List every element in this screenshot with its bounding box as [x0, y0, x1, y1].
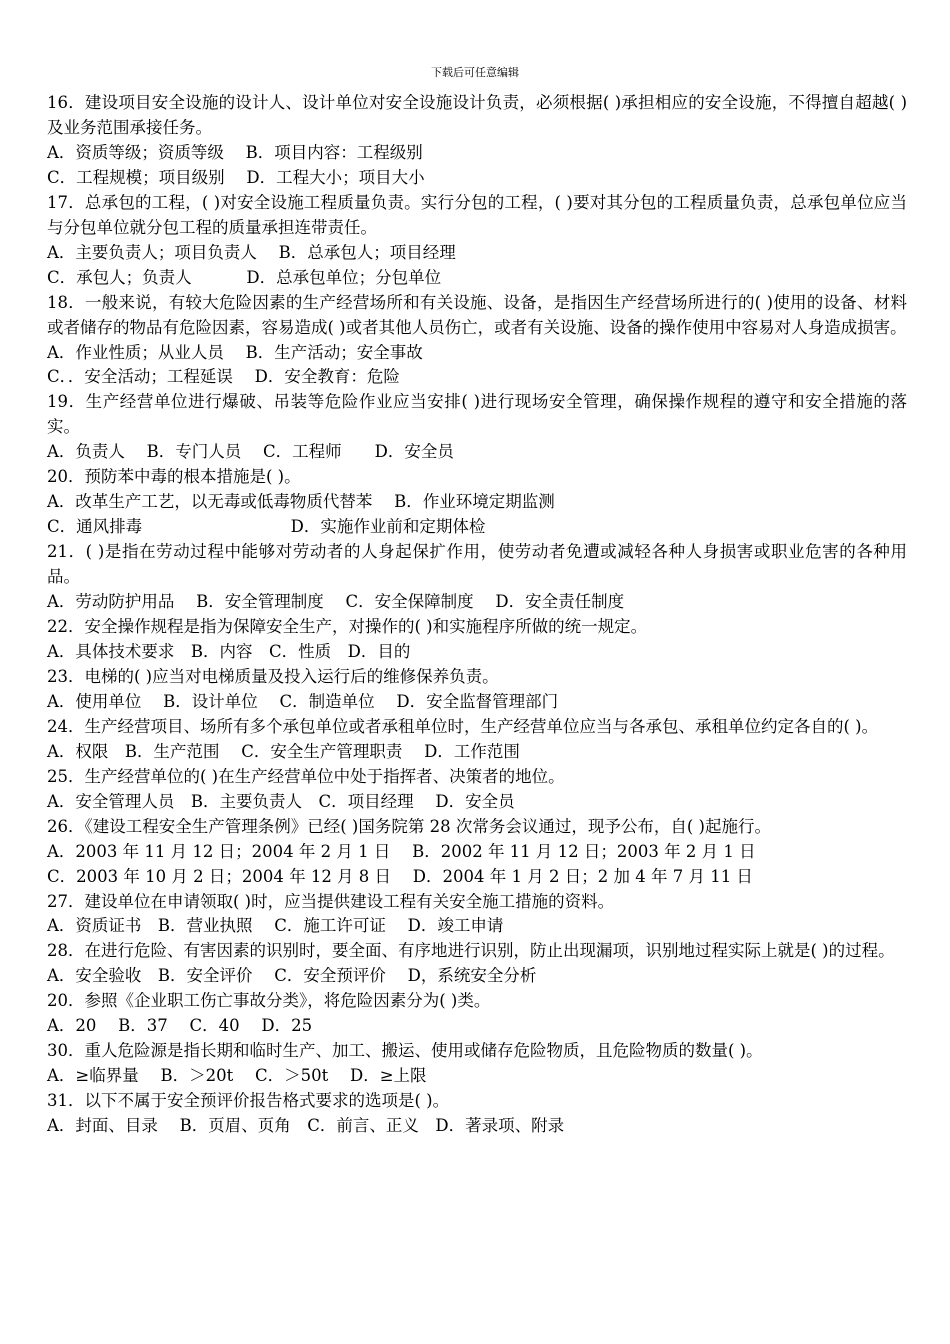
question-block — [47, 715, 907, 765]
answer-options-line: A．20 B．37 C．40 D．25 — [47, 1016, 313, 1036]
question-text: 17．总承包的工程，( )对安全设施工程质量负责。实行分包的工程，( )要对其分包的工程质量负责，总承包单位应当与分包单位就分包工程的质量承担连带责任。 — [47, 192, 907, 237]
question-block — [47, 540, 907, 615]
answer-options-line: A．2003 年 11 月 12 日；2004 年 2 月 1 日 B．2002 年 11 月 12 日；2003 年 2 月 1 日 — [47, 841, 756, 861]
answer-options-line: A．作业性质；从业人员 B．生产活动；安全事故 — [47, 342, 423, 362]
question-text: 20．参照《企业职工伤亡事故分类》，将危险因素分为( )类。 — [47, 991, 491, 1011]
question-block — [47, 665, 907, 715]
answer-options-line: A．≥临界量 B．＞20t C．＞50t D．≥上限 — [47, 1066, 427, 1086]
question-block — [47, 765, 907, 815]
answer-options-line: A．使用单位 B．设计单位 C．制造单位 D．安全监督管理部门 — [47, 691, 559, 711]
answer-options-line: C．2003 年 10 月 2 日；2004 年 12 月 8 日 D．2004 年 1 月 2 日；2 加 4 年 7 月 11 日 — [47, 866, 753, 886]
question-text: 22．安全操作规程是指为保障安全生产，对操作的( )和实施程序所做的统一规定。 — [47, 617, 648, 637]
question-text: 30．重人危险源是指长期和临时生产、加工、搬运、使用或储存危险物质，且危险物质的数量( )。 — [47, 1041, 763, 1061]
question-block — [47, 989, 907, 1039]
question-block — [47, 1089, 907, 1139]
answer-options-line: A．资质证书 B．营业执照 C．施工许可证 D．竣工申请 — [47, 916, 504, 936]
question-text: 26．《建设工程安全生产管理条例》已经( )国务院第 28 次常务会议通过，现予公布，自( )起施行。 — [47, 816, 771, 836]
answer-options-line: C．．安全活动；工程延误 D．安全教育：危险 — [47, 367, 400, 387]
question-block — [47, 291, 907, 391]
question-text: 23．电梯的( )应当对电梯质量及投入运行后的维修保养负责。 — [47, 666, 499, 686]
question-block — [47, 615, 907, 665]
answer-options-line: C．承包人；负责人 D．总承包单位；分包单位 — [47, 267, 442, 287]
answer-options-line: A．主要负责人；项目负责人 B．总承包人；项目经理 — [47, 242, 456, 262]
question-text: 21．( )是指在劳动过程中能够对劳动者的人身起保扩作用，使劳动者免遭或减轻各种人身损害或职业危害的各种用品。 — [47, 542, 907, 587]
answer-options-line: A．封面、目录 B．页眉、页角 C．前言、正义 D．著录项、附录 — [47, 1116, 565, 1136]
answer-options-line: A．资质等级；资质等级 B．项目内容：工程级别 — [47, 142, 423, 162]
question-text: 27．建设单位在申请领取( )时，应当提供建设工程有关安全施工措施的资料。 — [47, 891, 615, 911]
question-text: 28．在进行危险、有害因素的识别时，要全面、有序地进行识别，防止出现漏项，识别地过程实际上就是( )的过程。 — [47, 941, 895, 961]
question-block — [47, 1039, 907, 1089]
answer-options-line: C．通风排毒 D．实施作业前和定期体检 — [47, 517, 486, 537]
answer-options-line: A．负责人 B．专门人员 C．工程师 D．安全员 — [47, 442, 454, 462]
answer-options-line: A．具体技术要求 B．内容 C．性质 D．目的 — [47, 641, 411, 661]
question-text: 16．建设项目安全设施的设计人、设计单位对安全设施设计负责，必须根据( )承担相应的安全设施，不得擅自超越( )及业务范围承接任务。 — [47, 93, 907, 137]
answer-options-line: A．劳动防护用品 B．安全管理制度 C．安全保障制度 D．安全责任制度 — [47, 592, 625, 612]
page-header-note: 下载后可任意编辑 — [431, 66, 519, 79]
question-text: 31．以下不属于安全预评价报告格式要求的选项是( )。 — [47, 1091, 450, 1111]
question-block — [47, 91, 907, 191]
question-block — [47, 815, 907, 890]
answer-options-line: A．改革生产工艺，以无毒或低毒物质代替苯 B．作业环境定期监测 — [47, 492, 555, 512]
question-block — [47, 890, 907, 940]
question-text: 25．生产经营单位的( )在生产经营单位中处于指挥者、决策者的地位。 — [47, 766, 565, 786]
answer-options-line: C．工程规模；项目级别 D．工程大小；项目大小 — [47, 167, 425, 187]
question-block — [47, 465, 907, 540]
question-block — [47, 390, 907, 465]
answer-options-line: A．安全管理人员 B．主要负责人 C．项目经理 D．安全员 — [47, 791, 515, 811]
question-text: 19．生产经营单位进行爆破、吊装等危险作业应当安排( )进行现场安全管理，确保操作规程的遵守和安全措施的落实。 — [47, 392, 907, 437]
question-list — [47, 91, 907, 1139]
question-block — [47, 939, 907, 989]
answer-options-line: A．安全验收 B．安全评价 C．安全预评价 D，系统安全分析 — [47, 966, 537, 986]
question-text: 24．生产经营项目、场所有多个承包单位或者承租单位时，生产经营单位应当与各承包、承租单位约定各自的( )。 — [47, 716, 879, 736]
question-text: 20．预防苯中毒的根本措施是( )。 — [47, 467, 301, 487]
answer-options-line: A．权限 B．生产范围 C．安全生产管理职责 D．工作范围 — [47, 741, 520, 761]
question-block — [47, 191, 907, 291]
question-text: 18．一般来说，有较大危险因素的生产经营场所和有关设施、设备，是指因生产经营场所进行的( )使用的设备、材料或者储存的物品有危险因素，容易造成( )或者其他人员伤亡，或者有关设施、设备的操作使用中容易对人身造成损害。 — [47, 292, 907, 337]
